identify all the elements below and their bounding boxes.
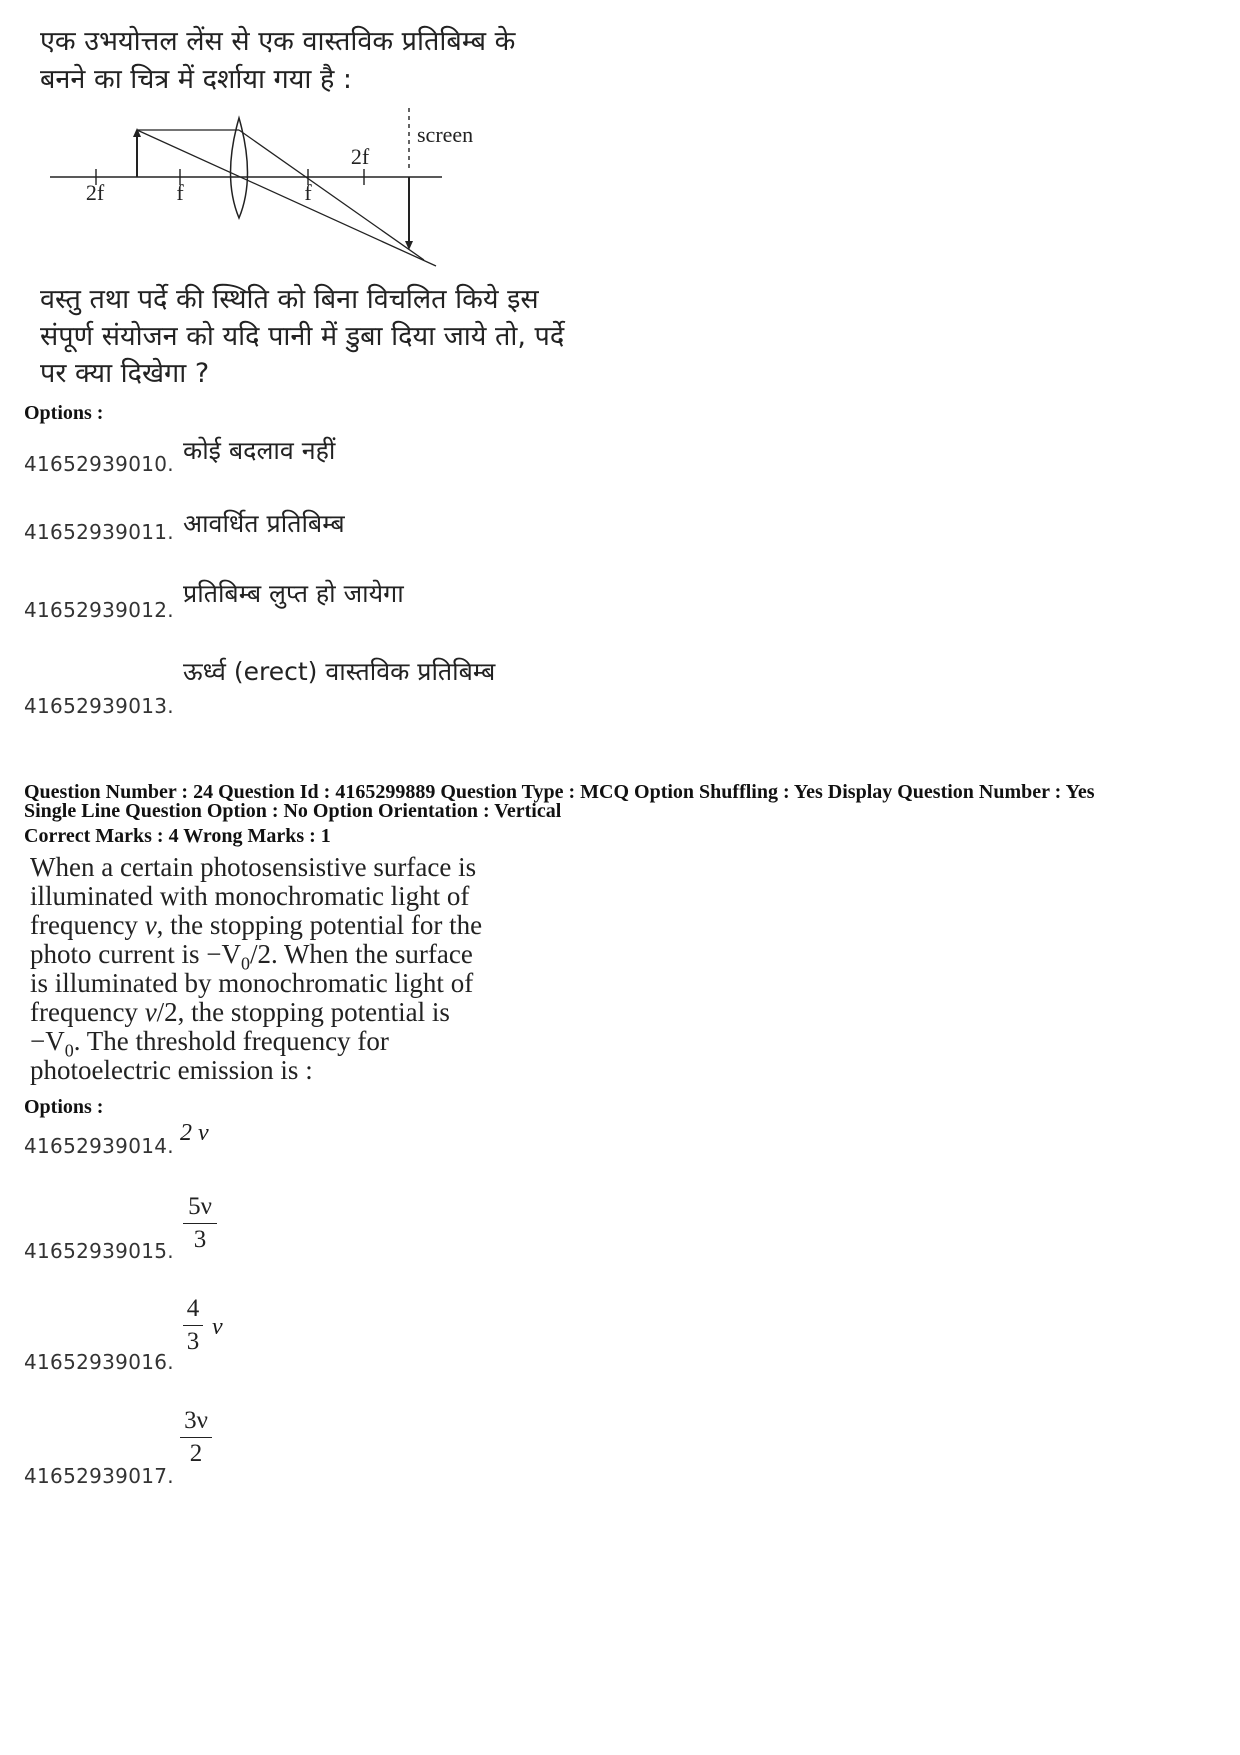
q23-option-4-id: 41652939013. [24,694,174,718]
q24-options-heading: Options : [24,1096,104,1118]
q24-option-1-expr: 2 ν [180,1120,209,1146]
q24-option-2-fraction [183,1192,217,1255]
q24-option-4-numerator: 3ν [184,1407,208,1434]
q23-option-1-text: कोई बदलाव नहीं [183,436,336,465]
q23-option-3-id: 41652939012. [24,598,174,622]
label-f-right: f [304,180,312,205]
q24-option-4-id: 41652939017. [24,1464,174,1488]
q23-options-heading: Options : [24,402,104,424]
q24-option-3-suffix: ν [212,1314,223,1340]
q24-meta-line-3: Correct Marks : 4 Wrong Marks : 1 [24,825,331,847]
q24-question-line-8: photoelectric emission is : [30,1055,313,1085]
q24-meta-line-2: Single Line Question Option : No Option Orientation : Vertical [24,800,562,822]
q23-question-line-2: बनने का चित्र में दर्शाया गया है : [40,64,353,95]
q24-option-1-id: 41652939014. [24,1134,174,1158]
q24-question-line-2: illuminated with monochromatic light of [30,881,470,911]
label-f-left: f [176,180,184,205]
q24-question-line-5: is illuminated by monochromatic light of [30,968,474,998]
q24-question-line-4: photo current is $-V_0/2$. When the surface [30,939,473,974]
q23-option-4-text: ऊर्ध्व (erect) वास्तविक प्रतिबिम्ब [183,657,496,686]
lens-ray-diagram [40,100,500,280]
label-2f-left: 2f [85,180,105,205]
q23-question2-line-1: वस्तु तथा पर्दे की स्थिति को बिना विचलित किये इस [40,284,539,315]
q24-option-3-numerator: 4 [186,1295,200,1322]
q23-question2-line-3: पर क्या दिखेगा ? [40,358,210,389]
q23-option-3-text: प्रतिबिम्ब लुप्त हो जायेगा [183,579,404,608]
q24-option-2-id: 41652939015. [24,1239,174,1263]
q24-option-4-fraction [180,1406,212,1469]
label-2f-right: 2f [350,144,370,169]
label-screen: screen [417,122,474,147]
q24-question-line-7: $-V_0$. The threshold frequency for [30,1026,389,1061]
q24-option-4-denominator: 2 [189,1440,203,1467]
q24-option-3-fraction [183,1294,203,1357]
q23-question-line-1: एक उभयोत्तल लेंस से एक वास्तविक प्रतिबिम्ब के [40,26,516,57]
q24-option-3-denominator: 3 [186,1328,200,1355]
q23-option-2-id: 41652939011. [24,520,174,544]
q24-meta-line-1: Question Number : 24 Question Id : 4165299889 Question Type : MCQ Option Shuffling : Yes Display Question Number : Yes [24,781,1095,803]
q24-question-line-6: frequency ν/2, the stopping potential is [30,997,450,1027]
q24-question-line-3: frequency ν, the stopping potential for the [30,910,483,940]
q24-option-3-id: 41652939016. [24,1350,174,1374]
q23-question2-line-2: संपूर्ण संयोजन को यदि पानी में डुबा दिया जाये तो, पर्दे [40,321,565,352]
q24-question-line-1: When a certain photosensistive surface is [30,852,477,882]
image-arrow-head [405,241,413,250]
refracted-ray [239,130,424,260]
q24-option-2-numerator: 5ν [188,1193,212,1220]
q23-option-2-text: आवर्धित प्रतिबिम्ब [183,509,345,538]
q24-option-2-denominator: 3 [193,1226,207,1253]
convex-lens [231,118,248,218]
q23-option-1-id: 41652939010. [24,452,174,476]
